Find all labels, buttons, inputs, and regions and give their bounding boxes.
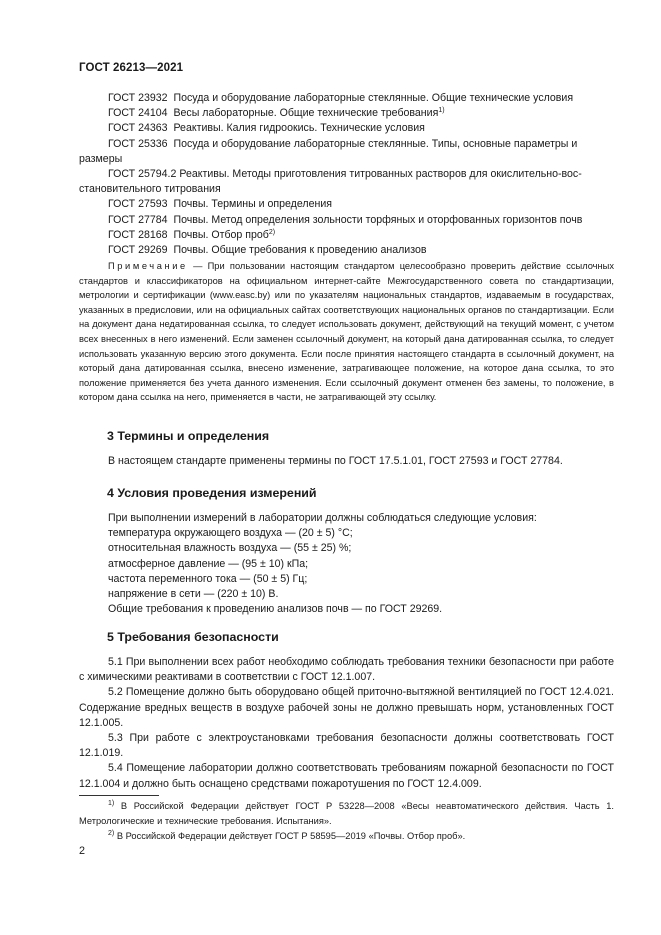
reference-item: [79, 106, 614, 121]
condition-item: напряжение в сети — (220 ± 10) В.: [108, 588, 279, 601]
section-5-body: [79, 655, 614, 792]
reference-title: Почвы. Метод определения зольности торфяных и оторфованных горизонтов почв: [173, 213, 583, 226]
reference-item: [79, 243, 614, 258]
page-number: 2: [79, 845, 86, 857]
section-4-body: [79, 511, 614, 617]
footnote-text: В Российской Федерации действует ГОСТ Р 53228—2008 «Весы неавтоматического действия. Часть 1. Метрологические и технические требования. Испытания».: [79, 801, 614, 826]
footnote-separator: [79, 795, 159, 796]
safety-item: 5.3 При работе с электроустановками требования безопасности должны соответствовать ГОСТ 12.1.019.: [79, 732, 614, 760]
reference-item: [79, 91, 614, 106]
reference-title: Весы лабораторные. Общие технические требования: [173, 107, 439, 120]
section-3-body: [79, 454, 614, 469]
footnote-item: [79, 829, 614, 844]
reference-title: Почвы. Общие требования к проведению анализов: [173, 244, 427, 257]
reference-title: Реактивы. Калия гидроокись. Технические условия: [173, 122, 425, 135]
footnote-item: [79, 799, 614, 829]
reference-continuation: размеры: [79, 152, 123, 165]
note-label: Примечание: [108, 261, 188, 271]
section-4-general: Общие требования к проведению анализов почв — по ГОСТ 29269.: [108, 603, 443, 616]
reference-code: ГОСТ 25336: [108, 137, 168, 150]
safety-item: 5.2 Помещение должно быть оборудовано общей приточно-вытяжной вентиляцией по ГОСТ 12.4.021. Содержание вредных веществ в воздухе рабочей зоны не должно превышать норм, установленных ГОСТ 12.1.005.: [79, 686, 614, 729]
condition-item: атмосферное давление — (95 ± 10) кПа;: [108, 557, 309, 570]
condition-item: температура окружающего воздуха — (20 ± 5) °С;: [108, 527, 353, 540]
condition-item: относительная влажность воздуха — (55 ± 25) %;: [108, 542, 352, 555]
section-4-heading: 4 Условия проведения измерений: [107, 486, 317, 500]
reference-item: [79, 213, 614, 228]
reference-title: Посуда и оборудование лабораторные стеклянные. Общие технические условия: [173, 92, 574, 104]
reference-title: Почвы. Отбор проб: [173, 228, 269, 241]
reference-code: ГОСТ 24104: [108, 107, 168, 120]
section-4-intro: При выполнении измерений в лаборатории должны соблюдаться следующие условия:: [108, 512, 537, 524]
safety-item: 5.1 При выполнении всех работ необходимо соблюдать требования техники безопасности при работе с химическими реактивами в соответствии с ГОСТ 12.1.007.: [79, 656, 614, 684]
footnote-mark: 1): [108, 800, 115, 807]
reference-code: ГОСТ 27593: [108, 198, 168, 211]
reference-code: ГОСТ 24363: [108, 122, 168, 135]
footnotes: [79, 799, 614, 844]
footnote-marker: 1): [438, 107, 445, 115]
footnote-text: В Российской Федерации действует ГОСТ Р 58595—2019 «Почвы. Отбор проб».: [114, 831, 466, 841]
footnote-marker: 2): [268, 228, 276, 236]
reference-title: Посуда и оборудование лабораторные стеклянные. Типы, основные параметры и: [173, 137, 578, 150]
footnote-mark: 2): [108, 830, 115, 837]
reference-code: ГОСТ 25794.2: [108, 168, 177, 181]
section-5-heading: 5 Требования безопасности: [107, 630, 279, 644]
note-text: — При пользовании настоящим стандартом целесообразно проверить действие ссылочных стандартов и классификаторов на официальном интернет-сайте Межгосударственного совета по стандартизации, метрологии и сертификации (www.easc.by) или по указателям национальных стандартов, издаваемым в государствах, указанных в предисловии, или на официальных сайтах соответствующих национальных органов по стандартизации. Если на документ дана недатированная ссылка, то следует использовать документ, действующий на текущий момент, с учетом всех внесенных в него изменений. Если заменен ссылочный документ, на который дана датированная ссылка, то следует использовать указанную версию этого документа. Если после принятия настоящего стандарта в ссылочный документ, на который дана датированная ссылка, внесено изменение, затрагивающее положение, на которое дана ссылка, то это положение применяется без учета данного изменения. Если ссылочный документ отменен без замены, то положение, в котором дана ссылка на него, применяется в части, не затрагивающей эту ссылку.: [79, 261, 614, 403]
reference-code: ГОСТ 23932: [108, 92, 168, 104]
section-3-heading: 3 Термины и определения: [107, 429, 270, 443]
safety-item: 5.4 Помещение лаборатории должно соответствовать требованиям пожарной безопасности по ГОСТ 12.1.004 и должно быть оснащено средствами пожаротушения по ГОСТ 12.4.009.: [79, 762, 614, 790]
note-paragraph: [79, 259, 614, 405]
reference-title: Почвы. Термины и определения: [173, 198, 332, 211]
reference-title: Реактивы. Методы приготовления титрованных растворов для окислительно-вос-: [179, 168, 582, 181]
reference-code: ГОСТ 28168: [108, 228, 168, 241]
reference-code: ГОСТ 29269: [108, 244, 168, 257]
reference-code: ГОСТ 27784: [108, 213, 168, 226]
reference-continuation: становительного титрования: [79, 183, 221, 196]
reference-item: [79, 228, 614, 243]
section-3-text: В настоящем стандарте применены термины по ГОСТ 17.5.1.01, ГОСТ 27593 и ГОСТ 27784.: [108, 455, 563, 467]
reference-item: [79, 197, 614, 212]
condition-item: частота переменного тока — (50 ± 5) Гц;: [108, 572, 308, 585]
document-code-header: ГОСТ 26213—2021: [79, 62, 184, 74]
reference-item: [79, 121, 614, 136]
reference-item: [79, 167, 614, 182]
normative-references-list: [79, 91, 614, 258]
reference-item: [79, 137, 614, 152]
